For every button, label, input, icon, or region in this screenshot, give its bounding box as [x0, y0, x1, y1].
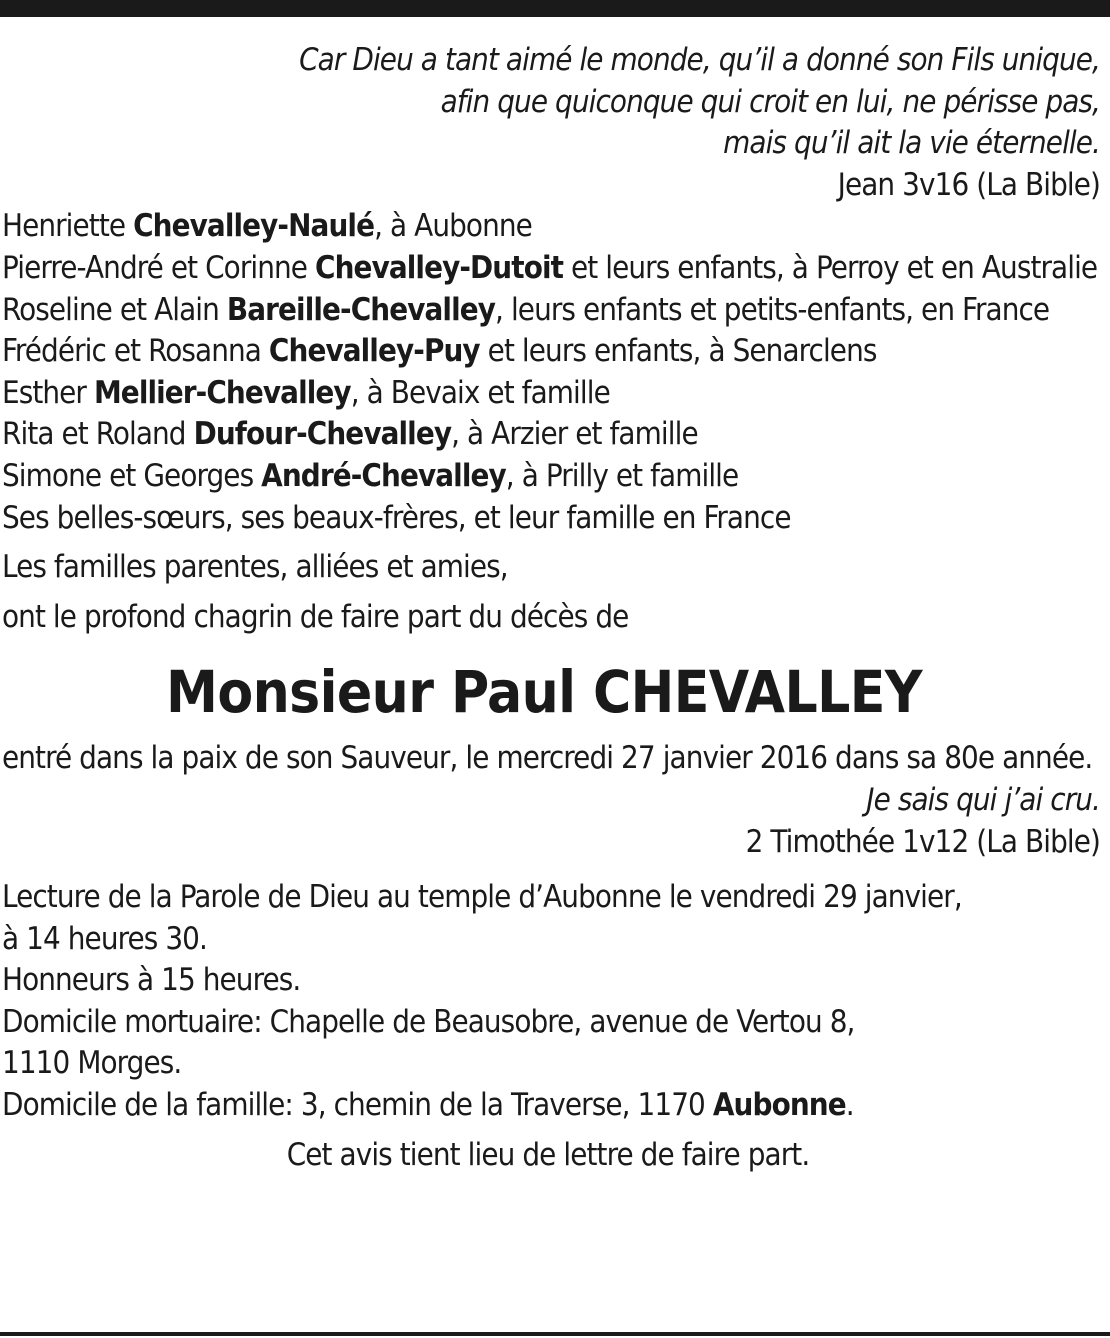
family-home-address: Domicile de la famille: 3, chemin de la Traverse, 1170	[2, 1087, 713, 1124]
family-member-given-names: Frédéric et Rosanna	[2, 333, 269, 370]
family-member-given-names: Pierre-André et Corinne	[2, 249, 316, 286]
announcement-line: ont le profond chagrin de faire part du décès de	[2, 598, 629, 635]
family-member-surname: Mellier-Chevalley	[93, 374, 351, 411]
family-member-line	[2, 248, 1100, 290]
obituary-notice	[2, 40, 1100, 1207]
opening-verse-line-3: mais qu’il ait la vie éternelle.	[723, 125, 1100, 162]
family-member-line	[2, 290, 1100, 332]
deceased-name: Monsieur Paul CHEVALLEY	[166, 658, 922, 727]
reading-line-2: à 14 heures 30.	[2, 920, 207, 957]
reading-line-1: Lecture de la Parole de Dieu au temple d’Aubonne le vendredi 29 janvier,	[2, 879, 962, 916]
family-home-line	[2, 1085, 1100, 1127]
family-member-location: , à Arzier et famille	[451, 416, 698, 453]
death-announcement: entré dans la paix de son Sauveur, le mercredi 27 janvier 2016 dans sa 80e année.	[2, 740, 1093, 777]
family-member-surname: Dufour-Chevalley	[193, 416, 452, 453]
family-member-given-names: Esther	[2, 374, 94, 411]
family-member-given-names: Roseline et Alain	[2, 291, 227, 328]
family-member-surname: Chevalley-Dutoit	[315, 249, 564, 286]
family-member-given-names: Rita et Roland	[2, 416, 194, 453]
family-member-line	[2, 206, 1100, 248]
bottom-rule	[0, 1332, 1110, 1336]
closing-verse-line: Je sais qui j’ai cru.	[866, 781, 1100, 818]
opening-verse-reference: Jean 3v16 (La Bible)	[837, 166, 1100, 203]
mortuary-line-2: 1110 Morges.	[2, 1045, 182, 1082]
opening-verse-line-2: afin que quiconque qui croit en lui, ne périsse pas,	[440, 83, 1100, 120]
family-member-surname: André-Chevalley	[261, 457, 506, 494]
family-home-city: Aubonne	[712, 1087, 846, 1124]
family-member-location: , à Bevaix et famille	[350, 374, 610, 411]
family-home-period: .	[845, 1087, 854, 1124]
family-member-location: , à Aubonne	[374, 208, 532, 245]
family-member-surname: Bareille-Chevalley	[226, 291, 496, 328]
service-details	[2, 877, 1100, 1127]
family-member-line	[2, 331, 1100, 373]
family-member-surname: Chevalley-Puy	[268, 333, 480, 370]
family-member-location: et leurs enfants, à Senarclens	[479, 333, 877, 370]
family-list	[2, 206, 1100, 539]
in-laws-line: Ses belles-sœurs, ses beaux-frères, et leur famille en France	[2, 499, 791, 536]
opening-verse	[2, 40, 1100, 206]
family-member-line	[2, 373, 1100, 415]
closing-verse	[2, 780, 1100, 863]
family-member-location: , leurs enfants et petits-enfants, en France	[495, 291, 1050, 328]
family-member-line	[2, 414, 1100, 456]
family-member-surname: Chevalley-Naulé	[133, 208, 375, 245]
honours-line: Honneurs à 15 heures.	[2, 962, 301, 999]
relatives-line: Les familles parentes, alliées et amies,	[2, 549, 508, 586]
family-member-line	[2, 456, 1100, 498]
top-rule	[0, 0, 1110, 17]
opening-verse-line-1: Car Dieu a tant aimé le monde, qu’il a donné son Fils unique,	[299, 42, 1100, 78]
family-member-given-names: Simone et Georges	[2, 457, 262, 494]
family-member-given-names: Henriette	[2, 208, 134, 245]
mortuary-line-1: Domicile mortuaire: Chapelle de Beausobre, avenue de Vertou 8,	[2, 1003, 855, 1040]
family-member-location: , à Prilly et famille	[505, 457, 739, 494]
family-member-location: et leurs enfants, à Perroy et en Australie	[563, 249, 1098, 286]
closing-verse-reference: 2 Timothée 1v12 (La Bible)	[745, 823, 1100, 860]
closing-note: Cet avis tient lieu de lettre de faire part.	[286, 1136, 810, 1173]
